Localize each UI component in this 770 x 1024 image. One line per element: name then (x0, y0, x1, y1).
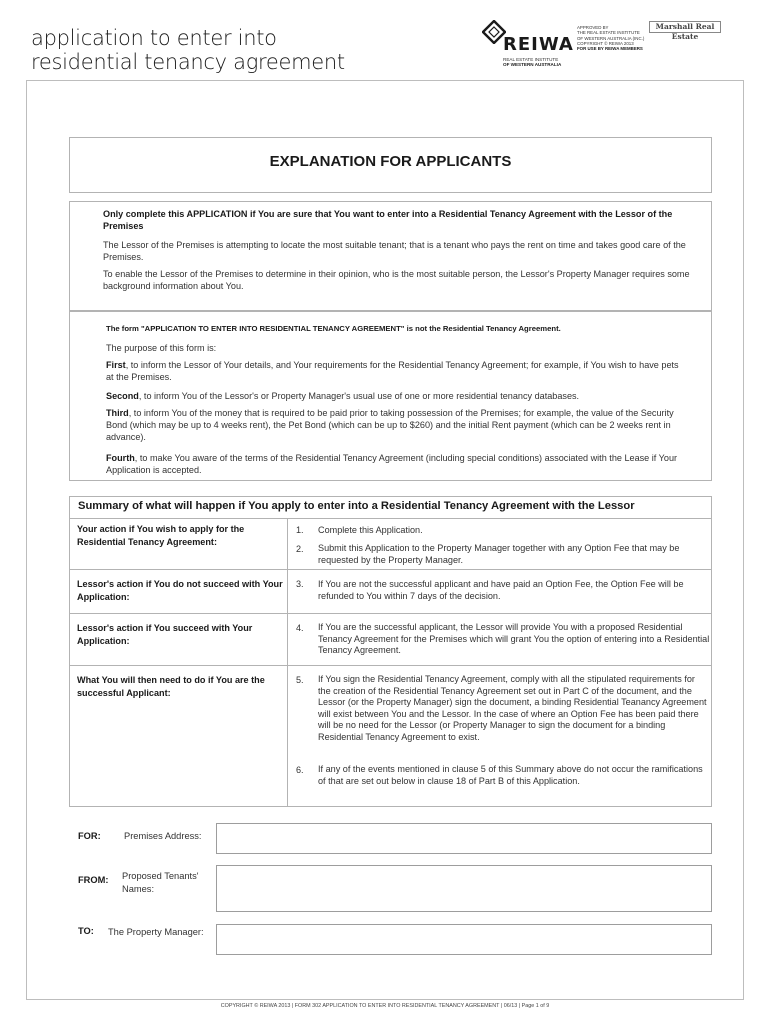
row-divider (69, 613, 712, 614)
purpose-item-fourth (106, 452, 686, 476)
purpose-lead-first: First (106, 360, 126, 370)
to-label: TO: (78, 926, 94, 936)
approval-line5: FOR USE BY REIWA MEMBERS (577, 46, 643, 52)
intro-paragraph-2: To enable the Lessor of the Premises to determine in their opinion, who is the most suitable person, the Lessor's Property Manager requires some background information about You. (103, 269, 690, 291)
for-label: FOR: (78, 831, 101, 841)
item-number: 6. (296, 765, 304, 775)
reiwa-wordmark: REIWA (503, 34, 574, 55)
explanation-heading-box (69, 137, 712, 193)
summary-item: If You are the successful applicant, the Lessor will provide You with a proposed Residential Tenancy Agreement for the Premises which will grant You the option of entering into a Residential Tenancy Agreement. (318, 622, 710, 655)
reiwa-logo (482, 20, 572, 76)
purpose-text-first: , to inform the Lessor of Your details, and Your requirements for the Residential Tenancy Agreement; for example, if You wish to have pets at the Premises. (106, 360, 679, 382)
approval-line4: COPYRIGHT © REIWA 2013 (577, 40, 634, 46)
proposed-tenants-field[interactable] (216, 865, 712, 912)
proposed-tenants-label: Proposed Tenants' Names: (122, 871, 199, 894)
row-divider (69, 569, 712, 570)
purpose-lead-second: Second (106, 391, 139, 401)
item-number: 2. (296, 544, 304, 554)
agency-logo: Marshall Real Estate (649, 21, 721, 33)
purpose-intro: The purpose of this form is: (106, 343, 217, 353)
summary-row-label: Your action if You wish to apply for the Residential Tenancy Agreement: (77, 524, 245, 547)
intro-paragraph-1: The Lessor of the Premises is attempting to locate the most suitable tenant; that is a tenant who pays the rent on time and takes good care of the Premises. (103, 240, 686, 262)
reiwa-subtitle-line2: OF WESTERN AUSTRALIA (503, 62, 562, 68)
approval-line1: APPROVED BY (577, 25, 609, 30)
form-note: The form "APPLICATION TO ENTER INTO RESIDENTIAL TENANCY AGREEMENT" is not the Residential Tenancy Agreement. (106, 324, 561, 333)
approval-notice (577, 25, 644, 51)
item-number: 1. (296, 525, 304, 535)
summary-item: If any of the events mentioned in clause 5 of this Summary above do not occur the ramifications of that are set out below in clause 18 of Part B of this Application. (318, 764, 703, 786)
purpose-item-third (106, 407, 686, 443)
document-title (31, 26, 345, 74)
approval-line2: THE REAL ESTATE INSTITUTE (577, 30, 640, 36)
document-title-line2: residential tenancy agreement (31, 50, 345, 74)
reiwa-subtitle (503, 57, 573, 68)
premises-address-label: Premises Address: (124, 831, 202, 841)
purpose-lead-third: Third (106, 408, 129, 418)
summary-column-divider (287, 518, 288, 807)
purpose-item-second (106, 390, 686, 402)
summary-item: If You are not the successful applicant and have paid an Option Fee, the Option Fee will be refunded to You within 7 days of the decision. (318, 579, 684, 601)
purpose-text-fourth: , to make You aware of the terms of the Residential Tenancy Agreement (including special conditions) associated with the Lease if Your Application is accepted. (106, 453, 678, 475)
item-number: 4. (296, 623, 304, 633)
page-footer: COPYRIGHT © REIWA 2013 | FORM 302 APPLICATION TO ENTER INTO RESIDENTIAL TENANCY AGREEMENT | 06/13 | Page 1 of 9 (220, 1003, 550, 1009)
summary-row-label: Lessor's action if You do not succeed with Your Application: (77, 579, 283, 602)
purpose-text-third: , to inform You of the money that is required to be paid prior to taking possession of the Premises; for example, the value of the Security Bond (which may be up to 4 weeks rent), the Pet Bond (which can be up to $260) and the initial Rent payment (which can be 2 weeks rent in advance). (106, 408, 674, 442)
property-manager-field[interactable] (216, 924, 712, 955)
item-number: 3. (296, 579, 304, 589)
reiwa-subtitle-line1: REAL ESTATE INSTITUTE (503, 57, 559, 62)
purpose-item-first (106, 359, 686, 383)
property-manager-label: The Property Manager: (108, 927, 204, 937)
summary-row-label: Lessor's action if You succeed with Your Application: (77, 623, 253, 646)
premises-address-field[interactable] (216, 823, 712, 854)
summary-item: Complete this Application. (318, 525, 423, 535)
summary-item: If You sign the Residential Tenancy Agreement, comply with all the stipulated requirements for the creation of the Residential Tenancy Agreement set out in Part C of the document, and the Lessor (or the Property Manager) sign the document, a binding Residential Teanancy Agreement will exist between You and the Lessor. In the case of where an Option Fee has been paid there will be no need for the Lessor (or Property Manager to sign the document for a binding Residential Tenancy Agreement to exist. (318, 674, 707, 742)
purpose-lead-fourth: Fourth (106, 453, 135, 463)
summary-title: Summary of what will happen if You apply to enter into a Residential Tenancy Agreement with the Lessor (78, 500, 635, 512)
intro-bold-text: Only complete this APPLICATION if You are sure that You want to enter into a Residential Tenancy Agreement with the Lessor of the Premises (103, 209, 673, 231)
approval-line3: OF WESTERN AUSTRALIA (INC.) (577, 35, 645, 41)
summary-row-label: What You will then need to do if You are the successful Applicant: (77, 675, 265, 698)
explanation-heading: EXPLANATION FOR APPLICANTS (269, 153, 512, 170)
purpose-text-second: , to inform You of the Lessor's or Property Manager's usual use of one or more residential tenancy databases. (138, 391, 580, 401)
summary-item: Submit this Application to the Property Manager together with any Option Fee that may be requested by the Property Manager. (318, 543, 680, 565)
document-title-line1: application to enter into (31, 26, 277, 50)
item-number: 5. (296, 675, 304, 685)
summary-divider (69, 518, 712, 519)
from-label: FROM: (78, 875, 109, 885)
row-divider (69, 665, 712, 666)
